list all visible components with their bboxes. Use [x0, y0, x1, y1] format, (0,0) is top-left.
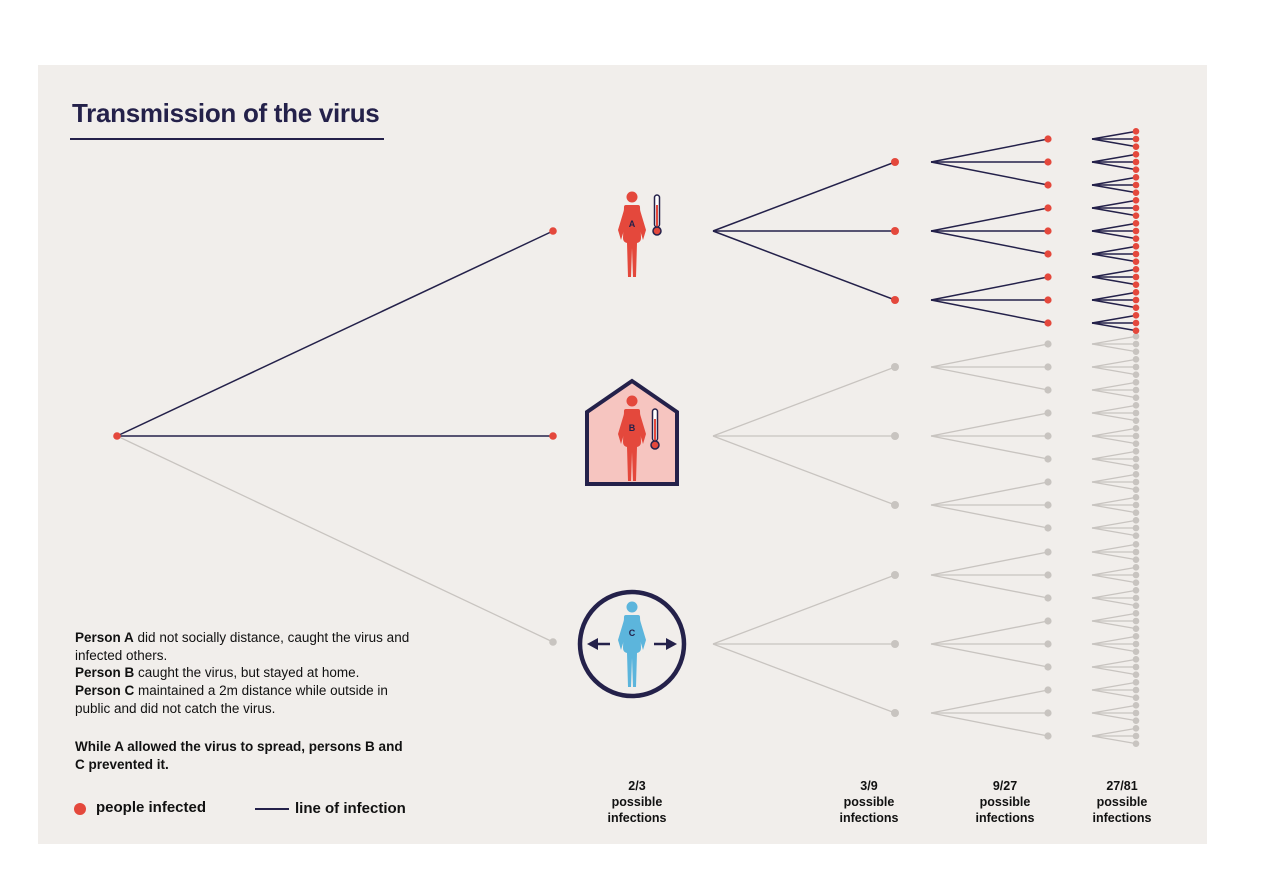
uninfected-dot	[1133, 587, 1140, 594]
infected-dot	[1044, 319, 1051, 326]
uninfected-dot	[891, 501, 899, 509]
infection-line	[1092, 359, 1136, 367]
infection-line	[1092, 667, 1136, 675]
stage-label-1	[577, 778, 697, 826]
infected-dot	[1133, 320, 1140, 327]
infection-line	[1092, 162, 1136, 170]
infection-line	[713, 367, 895, 436]
infection-line	[1092, 590, 1136, 598]
uninfected-dot	[1133, 410, 1140, 417]
infection-line	[1092, 528, 1136, 536]
infection-line	[1092, 497, 1136, 505]
infected-dot	[1133, 251, 1140, 258]
infected-dot	[1133, 274, 1140, 281]
infection-line	[1092, 300, 1136, 308]
uninfected-dot	[1133, 602, 1140, 609]
infected-dot	[1133, 228, 1140, 235]
infected-dot	[891, 296, 899, 304]
uninfected-dot	[1044, 455, 1051, 462]
uninfected-dot	[1133, 633, 1140, 640]
infection-line	[931, 505, 1048, 528]
infection-line	[1092, 436, 1136, 444]
uninfected-dot	[1133, 541, 1140, 548]
infection-line	[713, 436, 895, 505]
uninfected-dot	[1133, 572, 1140, 579]
person-a-text: did not socially distance, caught the virus and infected others.	[75, 630, 410, 663]
uninfected-dot	[1044, 663, 1051, 670]
infection-line	[931, 231, 1048, 254]
infected-dot	[1133, 297, 1140, 304]
stage-4-count: 27/81	[1106, 779, 1138, 793]
infected-dot	[1133, 197, 1140, 204]
infected-dot	[1133, 189, 1140, 196]
uninfected-dot	[1133, 341, 1140, 348]
infected-dot	[1044, 227, 1051, 234]
infection-line	[1092, 139, 1136, 147]
uninfected-dot	[891, 709, 899, 717]
uninfected-dot	[1044, 686, 1051, 693]
infected-dot	[1044, 135, 1051, 142]
infection-line	[931, 208, 1048, 231]
uninfected-dot	[1133, 671, 1140, 678]
infection-line	[1092, 659, 1136, 667]
stage-2-line2: infections	[839, 811, 899, 825]
infection-line	[1092, 246, 1136, 254]
legend-line-swatch	[255, 808, 289, 810]
thermometer-icon	[651, 409, 659, 449]
uninfected-dot	[1133, 717, 1140, 724]
uninfected-dot	[1133, 733, 1140, 740]
uninfected-dot	[1133, 509, 1140, 516]
stage-4-word: possible	[1096, 795, 1148, 809]
uninfected-dot	[1133, 517, 1140, 524]
infection-line	[117, 231, 553, 436]
stage-3-count: 9/27	[992, 779, 1018, 793]
infection-line	[931, 162, 1048, 185]
person-c-letter: C	[628, 628, 636, 638]
stage-3-line2: infections	[975, 811, 1035, 825]
uninfected-dot	[1133, 448, 1140, 455]
stage-3-word: possible	[979, 795, 1031, 809]
infection-line	[1092, 705, 1136, 713]
uninfected-dot	[1044, 340, 1051, 347]
infection-line	[931, 277, 1048, 300]
stage-label-4	[1062, 778, 1182, 826]
infection-line	[1092, 474, 1136, 482]
uninfected-dot	[1133, 356, 1140, 363]
person-b-figure	[587, 381, 677, 484]
infection-line	[931, 644, 1048, 667]
origin-infected-dot	[113, 432, 121, 440]
conclusion-text: While A allowed the virus to spread, persons B and C prevented it.	[75, 739, 403, 772]
infection-line	[1092, 736, 1136, 744]
infection-line	[1092, 713, 1136, 721]
infection-line	[931, 621, 1048, 644]
uninfected-dot	[1133, 379, 1140, 386]
infection-line	[931, 690, 1048, 713]
infected-dot	[1133, 159, 1140, 166]
infection-line	[931, 300, 1048, 323]
infected-dot	[1044, 296, 1051, 303]
uninfected-dot	[549, 638, 557, 646]
uninfected-dot	[1044, 478, 1051, 485]
infected-dot	[549, 432, 557, 440]
uninfected-dot	[1133, 479, 1140, 486]
uninfected-dot	[1044, 594, 1051, 601]
infection-line	[1092, 185, 1136, 193]
infection-line	[713, 162, 895, 231]
infected-dot	[1133, 136, 1140, 143]
infection-line	[1092, 567, 1136, 575]
stage-1-line2: infections	[607, 811, 667, 825]
title-underline	[70, 138, 384, 140]
infection-line	[1092, 154, 1136, 162]
infected-dot	[1133, 258, 1140, 265]
infected-dot	[1133, 312, 1140, 319]
infection-line	[1092, 552, 1136, 560]
person-a-figure	[618, 192, 661, 278]
infection-line	[1092, 344, 1136, 352]
uninfected-dot	[1044, 409, 1051, 416]
infection-line	[1092, 231, 1136, 239]
uninfected-dot	[1044, 709, 1051, 716]
uninfected-dot	[1133, 618, 1140, 625]
infection-line	[1092, 413, 1136, 421]
uninfected-dot	[1133, 371, 1140, 378]
infection-line	[1092, 336, 1136, 344]
person-b-letter: B	[628, 423, 636, 433]
person-c-name: Person C	[75, 683, 135, 698]
stage-1-word: possible	[611, 795, 663, 809]
uninfected-dot	[1044, 617, 1051, 624]
uninfected-dot	[1133, 525, 1140, 532]
legend-infected-label: people infected	[96, 799, 207, 816]
uninfected-dot	[1133, 610, 1140, 617]
uninfected-dot	[1044, 548, 1051, 555]
infection-line	[1092, 505, 1136, 513]
uninfected-dot	[1133, 433, 1140, 440]
infection-line	[1092, 200, 1136, 208]
infection-line	[1092, 254, 1136, 262]
stage-4-line2: infections	[1092, 811, 1152, 825]
uninfected-dot	[1044, 732, 1051, 739]
infection-line	[1092, 367, 1136, 375]
uninfected-dot	[1133, 463, 1140, 470]
infection-line	[931, 482, 1048, 505]
person-b-text: caught the virus, but stayed at home.	[138, 665, 360, 680]
infected-dot	[891, 227, 899, 235]
infection-line	[1092, 177, 1136, 185]
uninfected-dot	[1133, 687, 1140, 694]
uninfected-dot	[891, 363, 899, 371]
infection-line	[1092, 292, 1136, 300]
uninfected-dot	[1133, 425, 1140, 432]
infection-line	[1092, 575, 1136, 583]
infection-line	[931, 367, 1048, 390]
infected-dot	[1133, 143, 1140, 150]
infection-line	[1092, 520, 1136, 528]
thermometer-icon	[653, 195, 661, 235]
uninfected-dot	[1133, 625, 1140, 632]
person-a-head	[627, 192, 638, 203]
infection-line	[1092, 428, 1136, 436]
uninfected-dot	[1044, 363, 1051, 370]
infected-dot	[891, 158, 899, 166]
uninfected-dot	[1133, 694, 1140, 701]
infection-line	[1092, 405, 1136, 413]
uninfected-dot	[1133, 564, 1140, 571]
uninfected-dot	[1044, 571, 1051, 578]
uninfected-dot	[1133, 702, 1140, 709]
uninfected-dot	[1133, 595, 1140, 602]
uninfected-dot	[1133, 387, 1140, 394]
infection-line	[1092, 636, 1136, 644]
uninfected-dot	[1133, 417, 1140, 424]
uninfected-dot	[1133, 679, 1140, 686]
infected-dot	[1133, 205, 1140, 212]
uninfected-dot	[1133, 532, 1140, 539]
infection-line	[713, 644, 895, 713]
infected-dot	[1133, 128, 1140, 135]
uninfected-dot	[1044, 501, 1051, 508]
infection-line	[1092, 613, 1136, 621]
infected-dot	[549, 227, 557, 235]
infection-line	[1092, 315, 1136, 323]
infection-line	[1092, 621, 1136, 629]
infection-line	[713, 575, 895, 644]
infection-line	[1092, 269, 1136, 277]
infection-line	[931, 436, 1048, 459]
infection-line	[1092, 728, 1136, 736]
stage-2-word: possible	[843, 795, 895, 809]
legend-infected-dot	[74, 803, 86, 815]
uninfected-dot	[1133, 740, 1140, 747]
stage-2-count: 3/9	[860, 779, 878, 793]
uninfected-dot	[891, 640, 899, 648]
uninfected-dot	[1133, 440, 1140, 447]
uninfected-dot	[1133, 364, 1140, 371]
infection-line	[1092, 690, 1136, 698]
infection-line	[931, 575, 1048, 598]
infected-dot	[1133, 289, 1140, 296]
infected-dot	[1133, 174, 1140, 181]
infected-dot	[1133, 327, 1140, 334]
person-a-name: Person A	[75, 630, 134, 645]
uninfected-dot	[1133, 348, 1140, 355]
uninfected-dot	[1133, 502, 1140, 509]
infection-line	[931, 413, 1048, 436]
infected-dot	[1044, 181, 1051, 188]
infected-dot	[1133, 281, 1140, 288]
infection-line	[117, 436, 553, 642]
uninfected-dot	[1133, 641, 1140, 648]
infected-dot	[1133, 182, 1140, 189]
person-c-text: maintained a 2m distance while outside in public and did not catch the virus.	[75, 683, 388, 716]
uninfected-dot	[1133, 402, 1140, 409]
infected-dot	[1044, 273, 1051, 280]
uninfected-dot	[1133, 486, 1140, 493]
person-c-figure	[580, 592, 684, 696]
uninfected-dot	[1133, 648, 1140, 655]
infection-line	[931, 139, 1048, 162]
uninfected-dot	[1133, 333, 1140, 340]
infection-line	[1092, 598, 1136, 606]
infected-dot	[1133, 235, 1140, 242]
infected-dot	[1133, 266, 1140, 273]
uninfected-dot	[1044, 432, 1051, 439]
infection-line	[1092, 131, 1136, 139]
legend-line-label: line of infection	[295, 800, 406, 817]
infection-line	[1092, 223, 1136, 231]
infected-dot	[1133, 220, 1140, 227]
infected-dot	[1044, 250, 1051, 257]
person-c-description	[75, 682, 420, 717]
infection-line	[1092, 208, 1136, 216]
uninfected-dot	[1044, 524, 1051, 531]
infected-dot	[1133, 166, 1140, 173]
uninfected-dot	[1044, 386, 1051, 393]
infected-dot	[1133, 151, 1140, 158]
infection-line	[1092, 682, 1136, 690]
uninfected-dot	[1044, 640, 1051, 647]
infection-line	[1092, 323, 1136, 331]
infected-dot	[1133, 212, 1140, 219]
stage-1-count: 2/3	[628, 779, 646, 793]
infection-line	[1092, 644, 1136, 652]
infection-line	[931, 344, 1048, 367]
uninfected-dot	[1133, 556, 1140, 563]
infection-line	[1092, 459, 1136, 467]
infection-line	[1092, 382, 1136, 390]
infection-line	[1092, 544, 1136, 552]
uninfected-dot	[1133, 471, 1140, 478]
infected-dot	[1133, 304, 1140, 311]
person-c-head	[627, 602, 638, 613]
uninfected-dot	[1133, 456, 1140, 463]
person-b-description	[75, 664, 420, 682]
uninfected-dot	[1133, 725, 1140, 732]
infection-line	[1092, 390, 1136, 398]
uninfected-dot	[1133, 549, 1140, 556]
infection-line	[931, 713, 1048, 736]
infection-line	[931, 552, 1048, 575]
stage-label-3	[945, 778, 1065, 826]
uninfected-dot	[891, 432, 899, 440]
infection-line	[1092, 277, 1136, 285]
infected-dot	[1044, 204, 1051, 211]
page-title: Transmission of the virus	[72, 98, 380, 128]
person-a-letter: A	[628, 219, 636, 229]
person-b-head	[627, 396, 638, 407]
infection-line	[713, 231, 895, 300]
uninfected-dot	[1133, 656, 1140, 663]
uninfected-dot	[1133, 394, 1140, 401]
infection-line	[1092, 451, 1136, 459]
person-a-description	[75, 629, 420, 664]
uninfected-dot	[891, 571, 899, 579]
uninfected-dot	[1133, 664, 1140, 671]
infected-dot	[1044, 158, 1051, 165]
stage-label-2	[809, 778, 929, 826]
infection-line	[1092, 482, 1136, 490]
uninfected-dot	[1133, 579, 1140, 586]
infected-dot	[1133, 243, 1140, 250]
uninfected-dot	[1133, 710, 1140, 717]
person-a-body	[623, 205, 641, 277]
person-b-name: Person B	[75, 665, 135, 680]
uninfected-dot	[1133, 494, 1140, 501]
